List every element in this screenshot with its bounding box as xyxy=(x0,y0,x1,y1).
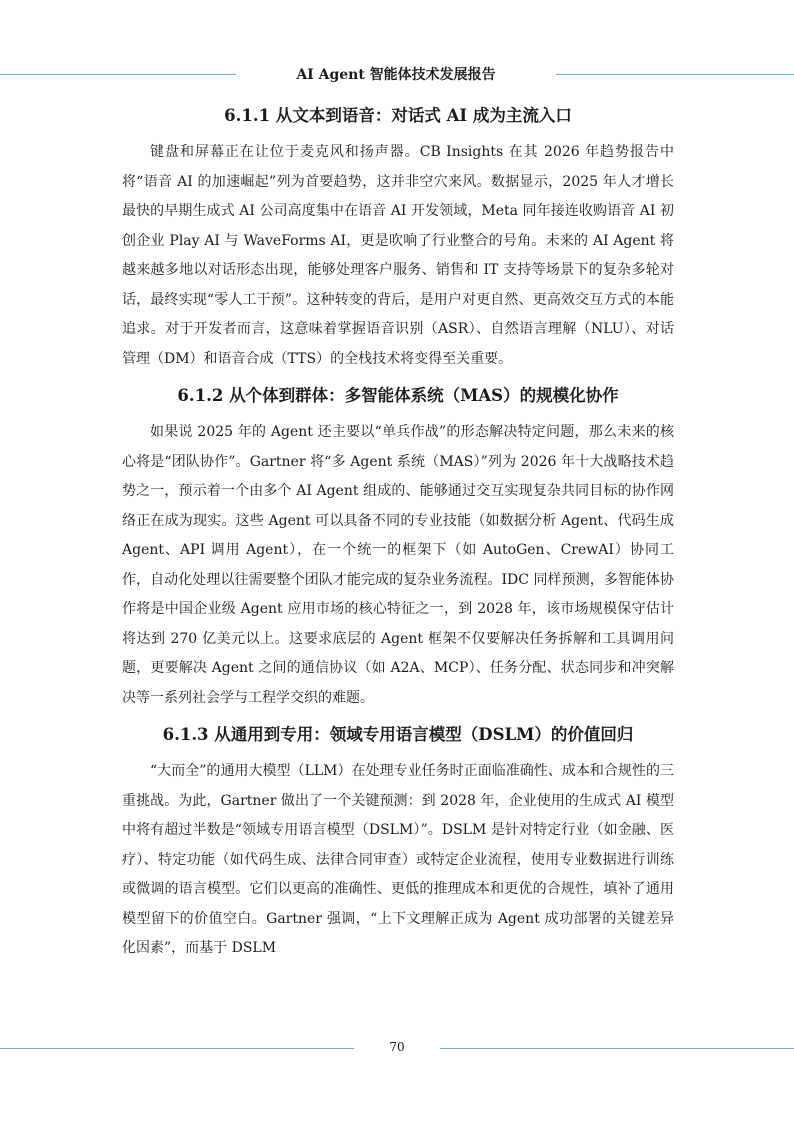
footer-rule-right xyxy=(440,1048,794,1049)
section-paragraph-6-1-1: 键盘和屏幕正在让位于麦克风和扬声器。CB Insights 在其 2026 年趋势报告中将“语音 AI 的加速崛起”列为首要趋势，这并非空穴来风。数据显示，2025 年人才增长最快的早期生成式 AI 公司高度集中在语音 AI 开发领域，Meta 同年接连收购语音 AI 初创企业 Play AI 与 WaveForms AI，更是吹响了行业整合的号角。未来的 AI Agent 将越来越多地以对话形态出现，能够处理客户服务、销售和 IT 支持等场景下的复杂多轮对话，最终实现“零人工干预”。这种转变的背后，是用户对更自然、更高效交互方式的本能追求。对于开发者而言，这意味着掌握语音识别（ASR）、自然语言理解（NLU）、对话管理（DM）和语音合成（TTS）的全栈技术将变得至关重要。 xyxy=(122,144,674,367)
section-heading-6-1-2: 6.1.2 从个体到群体：多智能体系统（MAS）的规模化协作 xyxy=(177,386,619,405)
running-header-title: AI Agent 智能体技术发展报告 xyxy=(296,67,496,83)
footer-rule-left xyxy=(0,1048,354,1049)
header-rule-right xyxy=(556,74,794,75)
header-rule-left xyxy=(0,74,236,75)
section-paragraph-6-1-3: “大而全”的通用大模型（LLM）在处理专业任务时正面临准确性、成本和合规性的三重挑战。为此，Gartner 做出了一个关键预测：到 2028 年，企业使用的生成式 AI 模型中将有超过半数是“领域专用语言模型（DSLM）”。DSLM 是针对特定行业（如金融、医疗）、特定功能（如代码生成、法律合同审查）或特定企业流程，使用专业数据进行训练或微调的语言模型。它们以更高的准确性、更低的推理成本和更优的合规性，填补了通用模型留下的价值空白。Gartner 强调，“上下文理解正成为 Agent 成功部署的关键差异化因素”，而基于 DSLM xyxy=(122,763,674,956)
section-heading-6-1-1: 6.1.1 从文本到语音：对话式 AI 成为主流入口 xyxy=(224,106,572,125)
section-heading-6-1-3: 6.1.3 从通用到专用：领域专用语言模型（DSLM）的价值回归 xyxy=(162,725,634,744)
section-paragraph-6-1-2: 如果说 2025 年的 Agent 还主要以“单兵作战”的形态解决特定问题，那么未来的核心将是“团队协作”。Gartner 将“多 Agent 系统（MAS）”列为 2026 年十大战略技术趋势之一，预示着一个由多个 AI Agent 组成的、能够通过交互实现复杂共同目标的协作网络正在成为现实。这些 Agent 可以具备不同的专业技能（如数据分析 Agent、代码生成 Agent、API 调用 Agent），在一个统一的框架下（如 AutoGen、CrewAI）协同工作，自动化处理以往需要整个团队才能完成的复杂业务流程。IDC 同样预测，多智能体协作将是中国企业级 Agent 应用市场的核心特征之一，到 2028 年，该市场规模保守估计将达到 270 亿美元以上。这要求底层的 Agent 框架不仅要解决任务拆解和工具调用问题，更要解决 Agent 之间的通信协议（如 A2A、MCP）、任务分配、状态同步和冲突解决等一系列社会学与工程学交织的难题。 xyxy=(122,424,674,706)
page-number: 70 xyxy=(389,1040,405,1054)
page-body xyxy=(122,100,674,970)
